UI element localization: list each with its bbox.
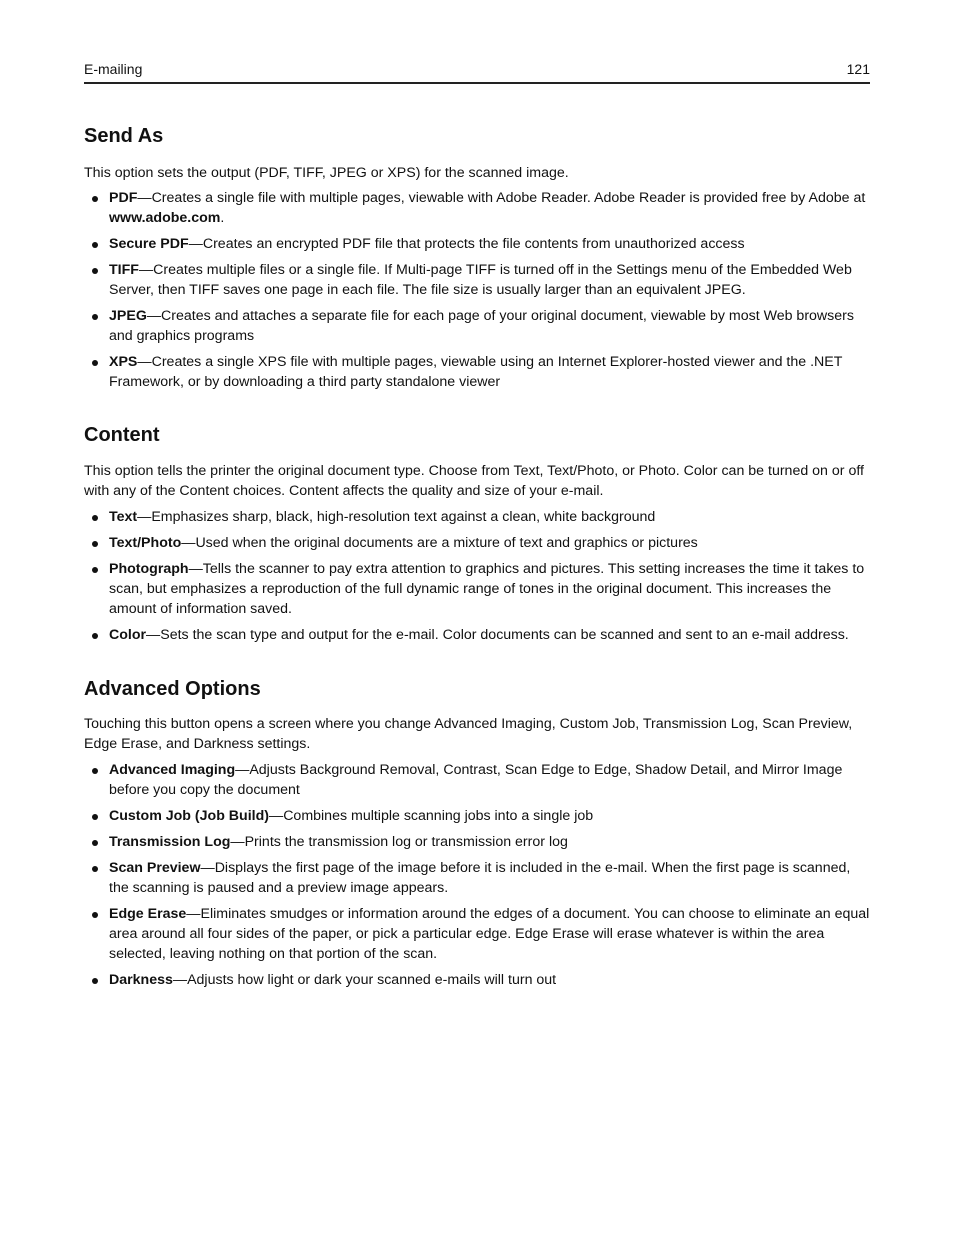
adobe-link[interactable]: www.adobe.com — [109, 210, 221, 226]
list-item: Scan Preview—Displays the first page of the image before it is included in the e-mail. When the first page is scanned, the scanning is paused and a preview image appears. — [84, 858, 870, 898]
bullet-icon — [92, 633, 98, 639]
list-item: Secure PDF—Creates an encrypted PDF file that protects the file contents from unauthorized access — [84, 234, 870, 254]
send-as-intro: This option sets the output (PDF, TIFF, JPEG or XPS) for the scanned image. — [84, 165, 569, 181]
content-intro: This option tells the printer the original document type. Choose from Text, Text/Photo, or Photo. Color can be turned on or off with any of the Content choices. Content affects the quality and size of your e-mail. — [84, 463, 864, 499]
list-item: XPS—Creates a single XPS file with multiple pages, viewable using an Internet Explorer-hosted viewer and the .NET Framework, or by downloading a third party standalone viewer — [84, 352, 870, 392]
header-page-number: 121 — [846, 61, 870, 77]
list-item: JPEG—Creates and attaches a separate file for each page of your original document, viewable by most Web browsers and graphics programs — [84, 306, 870, 346]
bullet-icon — [92, 567, 98, 573]
bullet-icon — [92, 814, 98, 820]
list-item: Color—Sets the scan type and output for the e-mail. Color documents can be scanned and sent to an e-mail address. — [84, 625, 870, 645]
header-section-title: E-mailing — [84, 61, 143, 77]
advanced-intro: Touching this button opens a screen where you change Advanced Imaging, Custom Job, Transmission Log, Scan Preview, Edge Erase, and Darkness settings. — [84, 716, 853, 752]
section-heading-content: Content — [84, 424, 160, 446]
content-list — [84, 507, 870, 651]
bullet-icon — [92, 840, 98, 846]
bullet-icon — [92, 768, 98, 774]
bullet-icon — [92, 541, 98, 547]
list-item: PDF—Creates a single file with multiple pages, viewable with Adobe Reader. Adobe Reader is provided free by Adobe at www.adobe.com. — [84, 188, 870, 228]
section-heading-send-as: Send As — [84, 125, 164, 147]
list-item: Text—Emphasizes sharp, black, high-resolution text against a clean, white background — [84, 507, 870, 527]
bullet-icon — [92, 866, 98, 872]
bullet-icon — [92, 314, 98, 320]
bullet-icon — [92, 360, 98, 366]
list-item: Darkness—Adjusts how light or dark your scanned e-mails will turn out — [84, 970, 870, 990]
bullet-icon — [92, 242, 98, 248]
bullet-icon — [92, 978, 98, 984]
list-item: Photograph—Tells the scanner to pay extra attention to graphics and pictures. This setting increases the time it takes to scan, but emphasizes a reproduction of the full dynamic range of tones in the original document. This increases the amount of information saved. — [84, 559, 870, 619]
bullet-icon — [92, 268, 98, 274]
page-header — [84, 60, 870, 84]
bullet-icon — [92, 196, 98, 202]
advanced-list — [84, 760, 870, 996]
bullet-icon — [92, 515, 98, 521]
list-item: Transmission Log—Prints the transmission log or transmission error log — [84, 832, 870, 852]
bullet-icon — [92, 912, 98, 918]
list-item: Custom Job (Job Build)—Combines multiple scanning jobs into a single job — [84, 806, 870, 826]
list-item: Edge Erase—Eliminates smudges or information around the edges of a document. You can choose to eliminate an equal area around all four sides of the paper, or pick a particular edge. Edge Erase will erase whatever is within the area selected, leaving nothing on that portion of the scan. — [84, 904, 870, 964]
list-item: Advanced Imaging—Adjusts Background Removal, Contrast, Scan Edge to Edge, Shadow Detail, and Mirror Image before you copy the document — [84, 760, 870, 800]
list-item: TIFF—Creates multiple files or a single file. If Multi-page TIFF is turned off in the Settings menu of the Embedded Web Server, then TIFF saves one page in each file. The file size is usually larger than an equivalent JPEG. — [84, 260, 870, 300]
send-as-list — [84, 188, 870, 398]
list-item: Text/Photo—Used when the original documents are a mixture of text and graphics or pictures — [84, 533, 870, 553]
section-heading-advanced-options: Advanced Options — [84, 678, 261, 700]
